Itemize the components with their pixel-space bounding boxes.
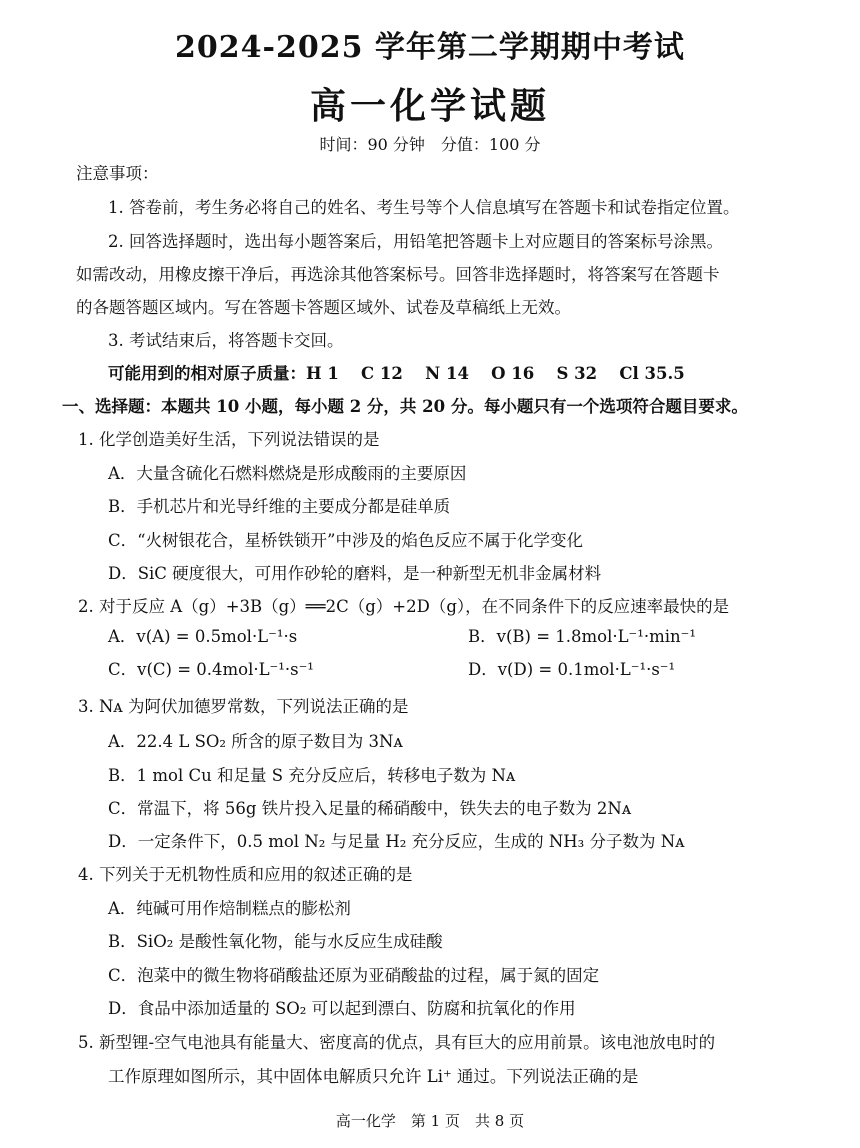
question-stem: 1. 化学创造美好生活，下列说法错误的是 — [78, 430, 380, 449]
atomic-masses: 可能用到的相对原子质量：H 1 C 12 N 14 O 16 S 32 Cl 35.5 — [108, 364, 685, 383]
option: D．食品中添加适量的 SO₂ 可以起到漂白、防腐和抗氧化的作用 — [108, 999, 576, 1018]
option: D．v(D) = 0.1mol·L⁻¹·s⁻¹ — [468, 660, 676, 679]
option: D．SiC 硬度很大，可用作砂轮的磨料，是一种新型无机非金属材料 — [108, 564, 602, 583]
option: A．纯碱可用作焙制糕点的膨松剂 — [108, 899, 351, 918]
option: B．v(B) = 1.8mol·L⁻¹·min⁻¹ — [468, 627, 697, 646]
question-stem: 2. 对于反应 A（g）+3B（g）══2C（g）+2D（g），在不同条件下的反应速率最快的是 — [78, 597, 730, 616]
option: C．“火树银花合，星桥铁锁开”中涉及的焰色反应不属于化学变化 — [108, 531, 583, 550]
exam-subtitle: 高一化学试题 — [309, 85, 550, 127]
option: C．v(C) = 0.4mol·L⁻¹·s⁻¹ — [108, 660, 314, 679]
note-3: 3. 考试结束后，将答题卡交回。 — [108, 331, 344, 350]
option: C．常温下，将 56g 铁片投入足量的稀硝酸中，铁失去的电子数为 2Nᴀ — [108, 799, 632, 818]
note-1: 1. 答卷前，考生务必将自己的姓名、考生号等个人信息填写在答题卡和试卷指定位置。 — [108, 198, 740, 217]
exam-meta: 时间：90 分钟 分值：100 分 — [319, 135, 541, 154]
page-footer: 高一化学 第 1 页 共 8 页 — [335, 1112, 525, 1130]
question-stem-cont: 工作原理如图所示，其中固体电解质只允许 Li⁺ 通过。下列说法正确的是 — [108, 1067, 639, 1086]
option: D．一定条件下，0.5 mol N₂ 与足量 H₂ 充分反应，生成的 NH₃ 分子数为 Nᴀ — [108, 832, 685, 851]
question-stem: 3. Nᴀ 为阿伏加德罗常数，下列说法正确的是 — [78, 697, 409, 716]
note-2-cont: 的各题答题区域内。写在答题卡答题区域外、试卷及草稿纸上无效。 — [76, 298, 571, 317]
section-heading: 一、选择题：本题共 10 小题，每小题 2 分，共 20 分。每小题只有一个选项符合题目要求。 — [62, 397, 748, 416]
option: A．v(A) = 0.5mol·L⁻¹·s — [108, 627, 298, 646]
question-stem: 5. 新型锂-空气电池具有能量大、密度高的优点，具有巨大的应用前景。该电池放电时的 — [78, 1033, 716, 1052]
option: A．22.4 L SO₂ 所含的原子数目为 3Nᴀ — [108, 732, 403, 751]
question-stem: 4. 下列关于无机物性质和应用的叙述正确的是 — [78, 865, 413, 884]
note-2-cont: 如需改动，用橡皮擦干净后，再选涂其他答案标号。回答非选择题时，将答案写在答题卡 — [76, 265, 720, 284]
notes-heading: 注意事项： — [76, 164, 159, 183]
option: B．1 mol Cu 和足量 S 充分反应后，转移电子数为 Nᴀ — [108, 766, 516, 785]
option: B．SiO₂ 是酸性氧化物，能与水反应生成硅酸 — [108, 932, 443, 951]
option: B．手机芯片和光导纤维的主要成分都是硅单质 — [108, 497, 451, 516]
option: C．泡菜中的微生物将硝酸盐还原为亚硝酸盐的过程，属于氮的固定 — [108, 966, 600, 985]
exam-title: 2024-2025 学年第二学期期中考试 — [175, 30, 685, 65]
note-2: 2. 回答选择题时，选出每小题答案后，用铅笔把答题卡上对应题目的答案标号涂黑。 — [108, 232, 723, 251]
option: A．大量含硫化石燃料燃烧是形成酸雨的主要原因 — [108, 464, 467, 483]
